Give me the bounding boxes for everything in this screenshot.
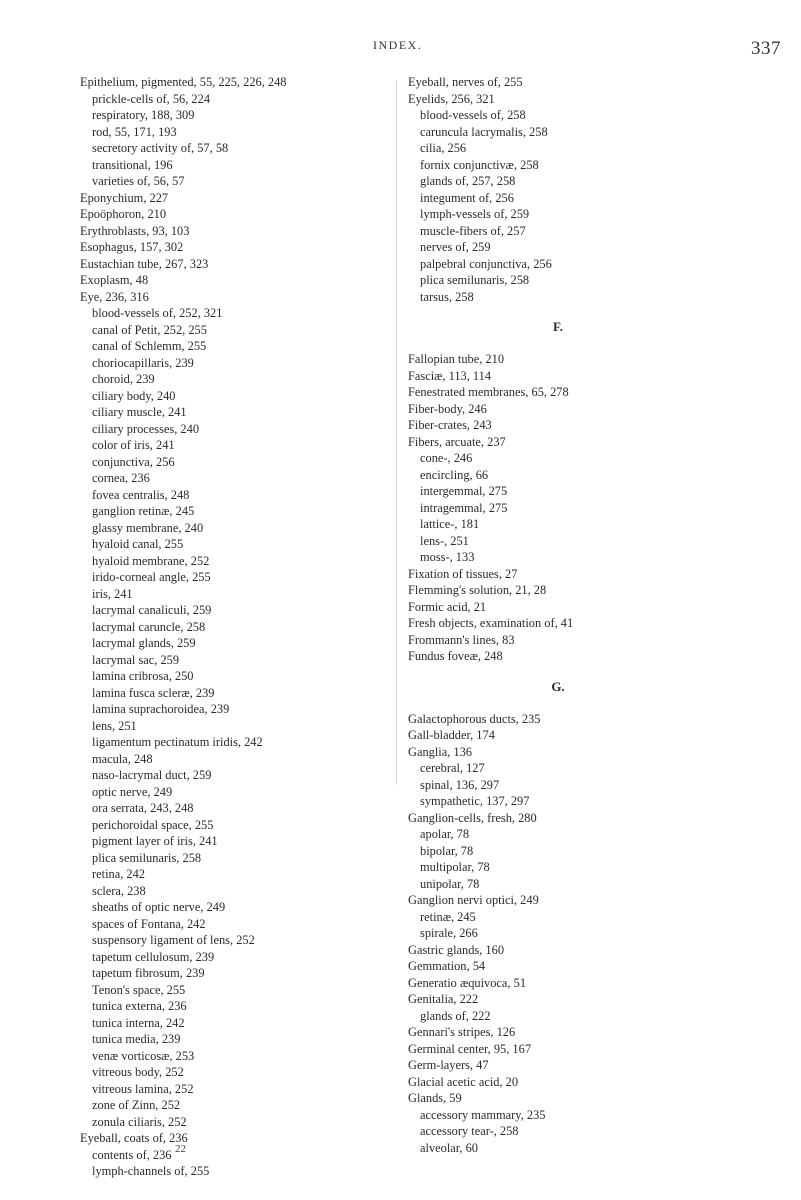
index-subentry: zonula ciliaris, 252	[92, 1114, 187, 1129]
index-entry: Fresh objects, examination of, 41	[408, 616, 574, 630]
index-subentry: fornix conjunctivæ, 258	[420, 157, 539, 172]
index-subentry: ciliary muscle, 241	[92, 405, 187, 419]
index-subentry: sheaths of optic nerve, 249	[92, 900, 226, 914]
index-entry: Fallopian tube, 210	[408, 352, 505, 366]
index-subentry: venæ vorticosæ, 253	[92, 1048, 195, 1063]
index-subentry: moss-, 133	[420, 550, 475, 564]
index-subentry: iris, 241	[92, 586, 133, 601]
index-subentry: conjunctiva, 256	[92, 454, 175, 469]
index-subentry: lamina suprachoroidea, 239	[92, 702, 230, 716]
index-entry: Genitalia, 222	[408, 992, 479, 1006]
index-subentry: ciliary processes, 240	[92, 421, 200, 436]
index-entry: Fiber-body, 246	[408, 401, 487, 416]
index-subentry: hyaloid membrane, 252	[92, 553, 210, 568]
index-subentry: transitional, 196	[92, 157, 173, 172]
index-entry: Fiber-crates, 243	[408, 418, 492, 432]
index-subentry: accessory mammary, 235	[420, 1107, 546, 1122]
index-subentry: tapetum fibrosum, 239	[92, 966, 205, 980]
index-entry: Galactophorous ducts, 235	[408, 711, 541, 726]
index-subentry: glassy membrane, 240	[92, 520, 204, 535]
index-subentry: tunica externa, 236	[92, 999, 187, 1013]
index-subentry: canal of Schlemm, 255	[92, 339, 207, 353]
index-subentry: retina, 242	[92, 867, 145, 881]
index-subentry: choriocapillaris, 239	[92, 355, 194, 370]
index-subentry: cilia, 256	[420, 141, 467, 155]
index-entry: Fenestrated membranes, 65, 278	[408, 385, 569, 399]
index-subentry: retinæ, 245	[420, 909, 476, 924]
index-entry: Gennari's stripes, 126	[408, 1025, 516, 1039]
index-subentry: palpebral conjunctiva, 256	[420, 256, 552, 271]
index-subentry: perichoroidal space, 255	[92, 817, 214, 832]
index-subentry: canal of Petit, 252, 255	[92, 322, 207, 337]
index-entry: Generatio æquivoca, 51	[408, 975, 527, 990]
index-subentry: cerebral, 127	[420, 761, 485, 775]
index-subentry: lamina cribrosa, 250	[92, 669, 194, 683]
index-subentry: spaces of Fontana, 242	[92, 916, 206, 931]
index-subentry: hyaloid canal, 255	[92, 537, 184, 551]
index-subentry: ganglion retinæ, 245	[92, 504, 195, 518]
index-subentry: lattice-, 181	[420, 517, 480, 531]
index-entry: Fundus foveæ, 248	[408, 649, 503, 663]
index-subentry: respiratory, 188, 309	[92, 108, 195, 122]
index-entry: Eustachian tube, 267, 323	[80, 256, 209, 271]
index-entry: Eyelids, 256, 321	[408, 91, 495, 106]
index-subentry: varieties of, 56, 57	[92, 174, 185, 188]
index-subentry: macula, 248	[92, 751, 153, 766]
index-subentry: suspensory ligament of lens, 252	[92, 933, 255, 947]
index-subentry: tapetum cellulosum, 239	[92, 949, 215, 964]
index-entry: Ganglion-cells, fresh, 280	[408, 810, 537, 825]
index-subentry: contents of, 236	[92, 1147, 172, 1162]
index-subentry: vitreous lamina, 252	[92, 1081, 194, 1096]
index-subentry: tunica interna, 242	[92, 1015, 185, 1030]
index-subentry: plica semilunaris, 258	[92, 850, 202, 865]
index-entry: Glacial acetic acid, 20	[408, 1074, 519, 1089]
index-subentry: color of iris, 241	[92, 438, 175, 452]
index-subentry: lens, 251	[92, 718, 137, 733]
index-subentry: Tenon's space, 255	[92, 982, 186, 997]
index-subentry: fovea centralis, 248	[92, 487, 190, 502]
section-heading: G.	[551, 678, 565, 694]
index-entry: Flemming's solution, 21, 28	[408, 583, 547, 597]
index-entry: Eponychium, 227	[80, 190, 169, 205]
index-entry: Germinal center, 95, 167	[408, 1041, 532, 1056]
index-subentry: nerves of, 259	[420, 240, 491, 254]
index-entry: Ganglia, 136	[408, 744, 473, 759]
index-subentry: intragemmal, 275	[420, 500, 508, 515]
index-subentry: zone of Zinn, 252	[92, 1098, 181, 1112]
page-number: 337	[751, 38, 781, 59]
section-heading: F.	[553, 319, 563, 334]
index-subentry: caruncula lacrymalis, 258	[420, 124, 548, 139]
index-subentry: lacrymal canaliculi, 259	[92, 603, 212, 617]
column-divider	[396, 80, 397, 785]
index-subentry: alveolar, 60	[420, 1140, 478, 1155]
index-subentry: lacrymal sac, 259	[92, 652, 180, 667]
index-subentry: muscle-fibers of, 257	[420, 223, 526, 238]
index-subentry: blood-vessels of, 252, 321	[92, 306, 223, 320]
index-subentry: sympathetic, 137, 297	[420, 794, 530, 808]
index-subentry: cornea, 236	[92, 471, 150, 485]
index-entry: Eye, 236, 316	[80, 289, 149, 304]
index-subentry: multipolar, 78	[420, 860, 490, 874]
index-subentry: glands of, 257, 258	[420, 174, 516, 188]
index-entry: Esophagus, 157, 302	[80, 240, 184, 254]
index-subentry: intergemmal, 275	[420, 484, 508, 498]
index-entry: Fasciæ, 113, 114	[408, 368, 492, 383]
index-subentry: sclera, 238	[92, 883, 146, 898]
index-subentry: lacrymal caruncle, 258	[92, 619, 206, 634]
index-subentry: ligamentum pectinatum iridis, 242	[92, 735, 263, 749]
index-subentry: pigment layer of iris, 241	[92, 834, 218, 848]
index-entry: Exoplasm, 48	[80, 273, 149, 287]
index-subentry: integument of, 256	[420, 190, 514, 205]
index-subentry: vitreous body, 252	[92, 1065, 184, 1079]
index-subentry: encircling, 66	[420, 467, 489, 482]
index-subentry: choroid, 239	[92, 372, 155, 386]
index-subentry: apolar, 78	[420, 827, 470, 841]
index-subentry: unipolar, 78	[420, 876, 480, 891]
index-column-left	[80, 74, 380, 1180]
index-subentry: rod, 55, 171, 193	[92, 124, 177, 139]
index-subentry: prickle-cells of, 56, 224	[92, 91, 211, 106]
index-subentry: tunica media, 239	[92, 1032, 181, 1046]
index-entry: Erythroblasts, 93, 103	[80, 223, 190, 238]
index-subentry: tarsus, 258	[420, 289, 474, 304]
running-title: INDEX.	[373, 38, 423, 52]
index-subentry: accessory tear-, 258	[420, 1124, 519, 1138]
index-subentry: ciliary body, 240	[92, 388, 176, 403]
index-subentry: bipolar, 78	[420, 843, 474, 858]
index-subentry: spirale, 266	[420, 926, 478, 940]
index-entry: Eyeball, nerves of, 255	[408, 75, 523, 89]
index-entry: Glands, 59	[408, 1091, 462, 1105]
index-entry: Gall-bladder, 174	[408, 728, 495, 742]
index-subentry: lymph-channels of, 255	[92, 1164, 210, 1178]
index-subentry: blood-vessels of, 258	[420, 108, 526, 122]
index-subentry: lymph-vessels of, 259	[420, 207, 530, 221]
index-entry: Gastric glands, 160	[408, 942, 505, 957]
index-entry: Fixation of tissues, 27	[408, 566, 518, 581]
index-entry: Frommann's lines, 83	[408, 632, 515, 647]
index-entry: Epithelium, pigmented, 55, 225, 226, 248	[80, 75, 287, 89]
index-subentry: plica semilunaris, 258	[420, 273, 530, 287]
index-subentry: cone-, 246	[420, 451, 473, 465]
index-subentry: lacrymal glands, 259	[92, 636, 196, 650]
page-header	[0, 38, 801, 68]
index-subentry: naso-lacrymal duct, 259	[92, 768, 212, 782]
index-entry: Epoöphoron, 210	[80, 207, 167, 221]
index-subentry: ora serrata, 243, 248	[92, 801, 194, 815]
index-subentry: glands of, 222	[420, 1008, 491, 1023]
index-entry: Formic acid, 21	[408, 599, 487, 614]
index-subentry: lens-, 251	[420, 533, 469, 548]
index-column-right	[408, 74, 768, 1156]
index-subentry: spinal, 136, 297	[420, 777, 500, 792]
signature-mark: 22	[175, 1143, 186, 1155]
index-entry: Fibers, arcuate, 237	[408, 434, 506, 449]
index-subentry: lamina fusca scleræ, 239	[92, 685, 215, 700]
index-entry: Gemmation, 54	[408, 959, 486, 973]
index-subentry: optic nerve, 249	[92, 784, 173, 799]
index-subentry: secretory activity of, 57, 58	[92, 141, 229, 155]
index-entry: Eyeball, coats of, 236	[80, 1131, 188, 1145]
index-entry: Germ-layers, 47	[408, 1058, 489, 1072]
index-subentry: irido-corneal angle, 255	[92, 570, 211, 584]
index-entry: Ganglion nervi optici, 249	[408, 893, 539, 907]
